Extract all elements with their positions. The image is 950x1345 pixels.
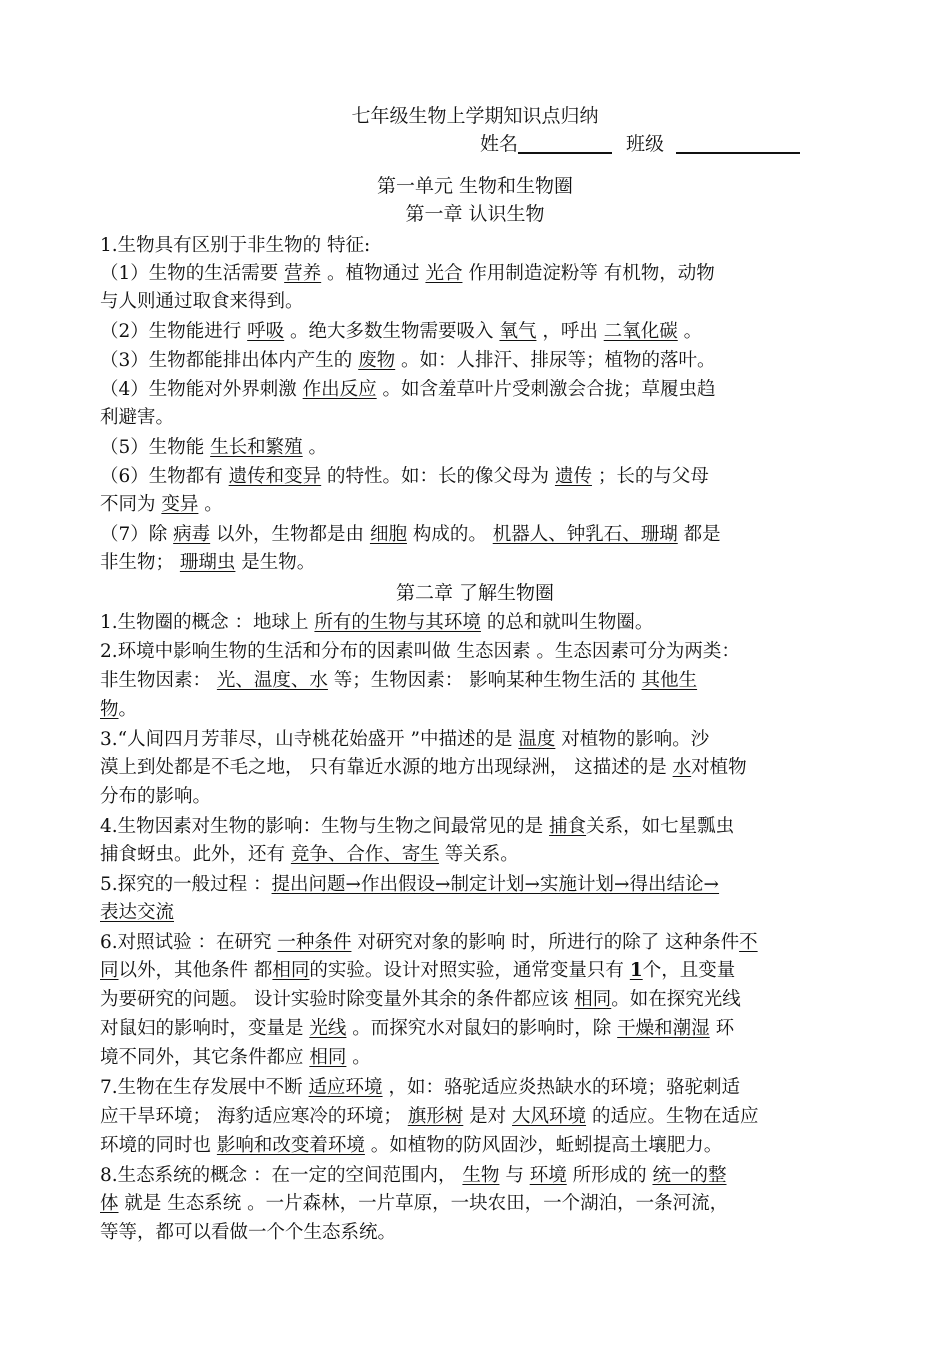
c2-point7-cont: 应干旱环境； 海豹适应寒冷的环境； 旗形树 是对 大风环境 的适应。生物在适应 [100, 1106, 759, 1127]
class-blank [676, 132, 800, 154]
answer-blank: 统一的整 [652, 1165, 727, 1186]
c1-item7: （7）除 病毒 以外，生物都是由 细胞 构成的。 机器人、钟乳石、珊瑚 都是 [100, 524, 721, 545]
answer-blank: 遗传和变异 [228, 466, 322, 487]
c1-item1-cont: 与人则通过取食来得到。 [100, 291, 304, 312]
c2-point3-cont2: 分布的影响。 [100, 786, 212, 807]
c2-point3-cont: 漠上到处都是不毛之地， 只有靠近水源的地方出现绿洲， 这描述的是 水对植物 [100, 757, 747, 778]
answer-blank: 不 [739, 932, 758, 953]
answer-blank: 适应环境 [308, 1077, 383, 1098]
c2-point5-cont [100, 900, 860, 926]
answer-blank: 捕食 [549, 816, 587, 837]
c2-point3: 3.“人间四月芳菲尽，山寺桃花始盛开 ”中描述的是 温度 对植物的影响。沙 [100, 729, 710, 750]
document-title: 七年级生物上学期知识点归纳 [351, 105, 599, 127]
unit-title: 第一单元 生物和生物圈 [376, 175, 574, 197]
c1-item5: （5）生物能 生长和繁殖 。 [100, 437, 328, 458]
answer-blank: 物 [100, 699, 119, 720]
answer-blank: 1 [629, 960, 643, 981]
c2-point4-cont: 捕食蚜虫。此外，还有 竞争、合作、寄生 等关系。 [100, 844, 519, 865]
answer-blank: 提出问题→作出假设→制定计划→实施计划→得出结论→ [271, 874, 720, 895]
answer-blank: 病毒 [173, 524, 211, 545]
answer-blank: 环境 [529, 1165, 567, 1186]
answer-blank: 相同 [272, 960, 310, 981]
c2-point8-cont: 体 就是 生态系统 。一片森林，一片草原，一块农田，一个湖泊，一条河流， [100, 1193, 729, 1214]
c1-item4-cont: 利避害。 [100, 407, 175, 428]
c2-point6-cont: 同以外，其他条件 都相同的实验。设计对照实验，通常变量只有 1个，且变量 [100, 960, 736, 981]
c2-point7: 7.生物在生存发展中不断 适应环境 ，如：骆驼适应炎热缺水的环境；骆驼刺适 [100, 1077, 740, 1098]
answer-blank: 表达交流 [100, 902, 175, 923]
c2-point6: 6.对照试验 ：在研究 一种条件 对研究对象的影响 时，所进行的除了 这种条件不 [100, 932, 758, 953]
answer-blank: 呼吸 [247, 321, 285, 342]
c2-point2-cont: 非生物因素： 光、温度、水 等；生物因素： 影响某种生物生活的 其他生 [100, 670, 698, 691]
answer-blank: 二氧化碳 [603, 321, 678, 342]
answer-blank: 光合 [425, 263, 463, 284]
answer-blank: 氧气 [499, 321, 537, 342]
c1-item2: （2）生物能进行 呼吸 。绝大多数生物需要吸入 氧气 ，呼出 二氧化碳 。 [100, 321, 703, 342]
answer-blank: 其他生 [641, 670, 698, 691]
c2-point8-cont2: 等等，都可以看做一个个生态系统。 [100, 1222, 397, 1243]
c2-point5: 5.探究的一般过程 ：提出问题→作出假设→制定计划→实施计划→得出结论→ [100, 874, 720, 895]
c2-point6-cont4: 境不同外，其它条件都应 相同 。 [100, 1047, 371, 1068]
c2-point2-cont2: 物。 [100, 699, 138, 720]
answer-blank: 生长和繁殖 [210, 437, 303, 458]
answer-blank: 竞争、合作、寄生 [290, 844, 439, 865]
answer-blank: 遗传 [554, 466, 592, 487]
answer-blank: 所有的生物与其环境 [314, 612, 481, 633]
answer-blank: 大风环境 [512, 1106, 587, 1127]
answer-blank: 作出反应 [302, 379, 377, 400]
answer-blank: 体 [100, 1193, 119, 1214]
answer-blank: 温度 [518, 729, 556, 750]
answer-blank: 营养 [284, 263, 322, 284]
c2-point4: 4.生物因素对生物的影响：生物与生物之间最常见的是 捕食关系，如七星瓢虫 [100, 816, 735, 837]
c2-point6-cont3: 对鼠妇的影响时，变量是 光线 。而探究水对鼠妇的影响时，除 干燥和潮湿 环 [100, 1018, 735, 1039]
c2-point1: 1.生物圈的概念 ：地球上 所有的生物与其环境 的总和就叫生物圈。 [100, 612, 654, 633]
chapter2-title: 第二章 了解生物圈 [395, 582, 555, 604]
c1-item6-cont: 不同为 变异 。 [100, 494, 223, 515]
c2-point6-cont2: 为要研究的问题。 设计实验时除变量外其余的条件都应该 相同。如在探究光线 [100, 989, 741, 1010]
c1-item7-cont: 非生物； 珊瑚虫 是生物。 [100, 552, 316, 573]
answer-blank: 相同 [574, 989, 612, 1010]
answer-blank: 变异 [161, 494, 199, 515]
answer-blank: 光线 [309, 1018, 347, 1039]
c2-point8: 8.生态系统的概念 ：在一定的空间范围内， 生物 与 环境 所形成的 统一的整 [100, 1165, 727, 1186]
name-label: 姓名 [480, 133, 519, 155]
answer-blank: 光、温度、水 [216, 670, 328, 691]
answer-blank: 生物 [462, 1165, 500, 1186]
name-class-row [480, 131, 820, 157]
answer-blank: 影响和改变着环境 [216, 1135, 365, 1156]
answer-blank: 一种条件 [277, 932, 352, 953]
c1-item4: （4）生物能对外界刺激 作出反应 。如含羞草叶片受刺激会合拢；草履虫趋 [100, 379, 716, 400]
answer-blank: 机器人、钟乳石、珊瑚 [492, 524, 678, 545]
name-blank [518, 132, 612, 154]
answer-blank: 水 [672, 757, 692, 778]
answer-blank: 细胞 [369, 524, 407, 545]
answer-blank: 同 [100, 960, 119, 981]
c1-item1: （1）生物的生活需要 营养 。植物通过 光合 作用制造淀粉等 有机物，动物 [100, 263, 715, 284]
answer-blank: 旗形树 [407, 1106, 464, 1127]
c1-item6: （6）生物都有 遗传和变异 的特性。如：长的像父母为 遗传 ；长的与父母 [100, 466, 709, 487]
answer-blank: 干燥和潮湿 [617, 1018, 710, 1039]
answer-blank: 废物 [358, 350, 396, 371]
chapter1-title: 第一章 认识生物 [405, 203, 545, 225]
c1-point1: 1.生物具有区别于非生物的 特征: [100, 235, 371, 256]
c2-point2: 2.环境中影响生物的生活和分布的因素叫做 生态因素 。生态因素可分为两类： [100, 641, 740, 662]
c2-point7-cont2: 环境的同时也 影响和改变着环境 。如植物的防风固沙，蚯蚓提高土壤肥力。 [100, 1135, 723, 1156]
answer-blank: 珊瑚虫 [179, 552, 236, 573]
class-label: 班级 [626, 133, 665, 155]
answer-blank: 相同 [309, 1047, 347, 1068]
c1-item3: （3）生物都能排出体内产生的 废物 。如：人排汗、排尿等；植物的落叶。 [100, 350, 716, 371]
